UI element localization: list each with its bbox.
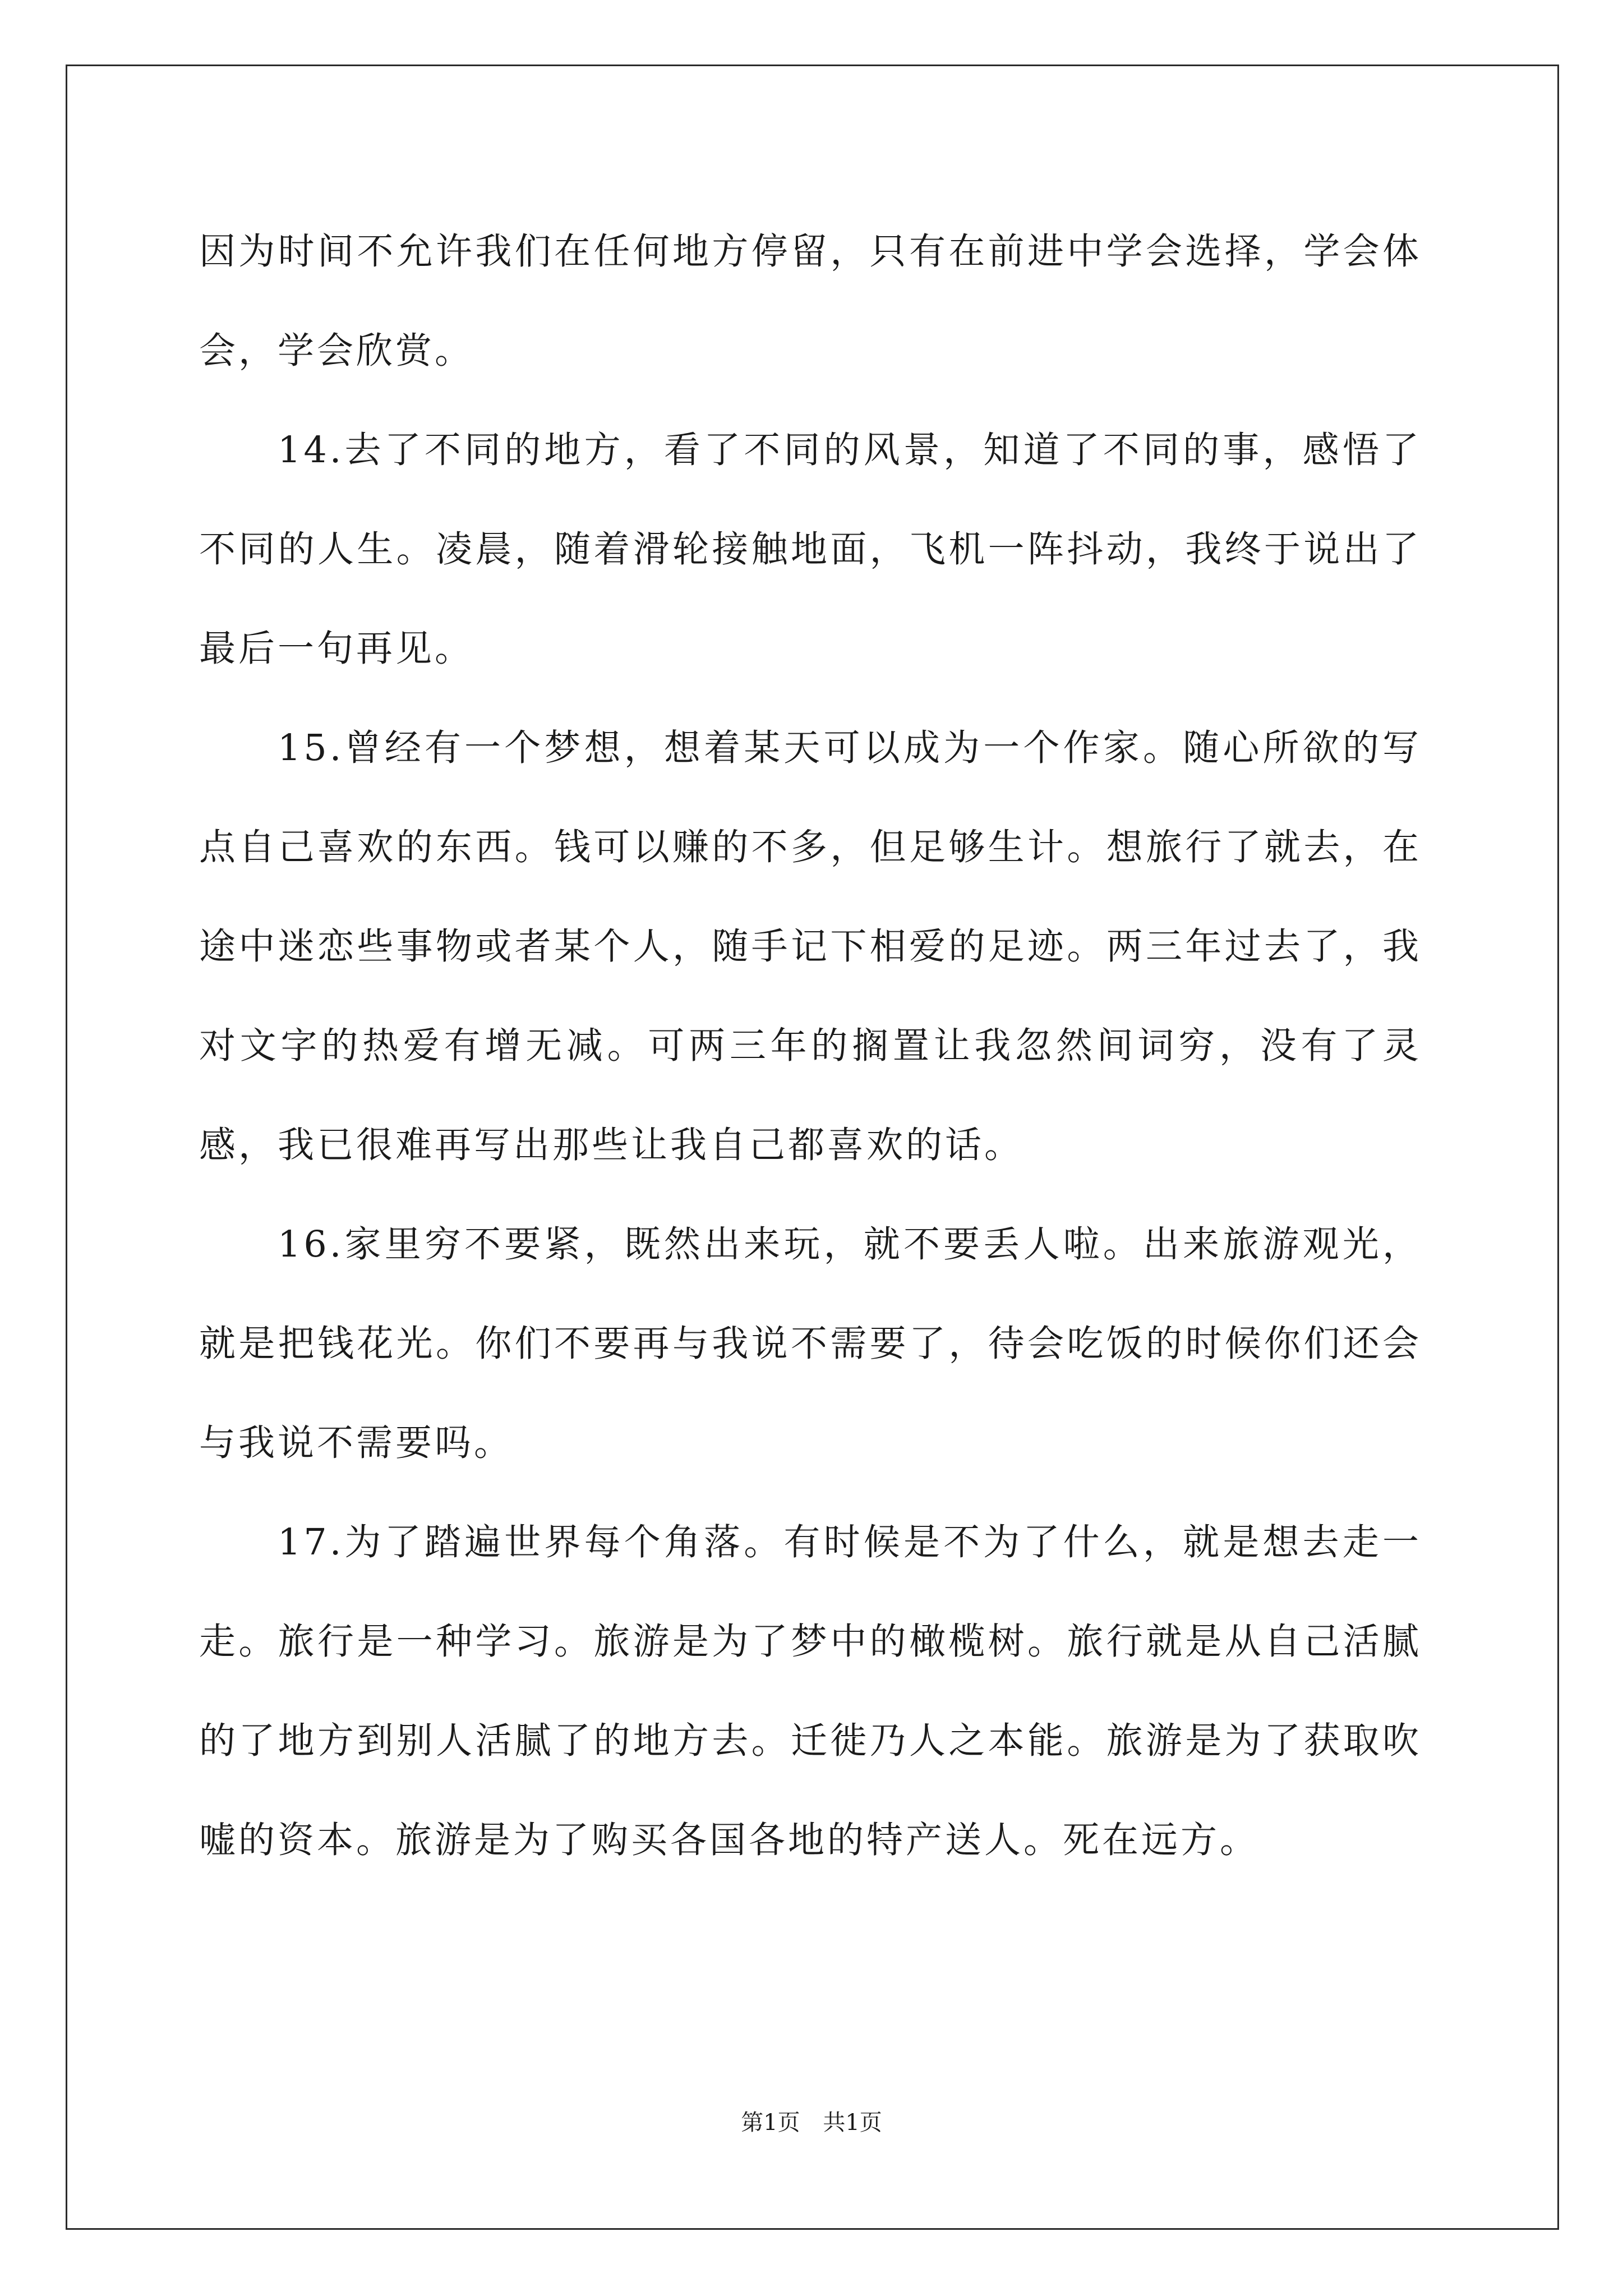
paragraph-16: 16.家里穷不要紧，既然出来玩，就不要丢人啦。出来旅游观光，就是把钱花光。你们不要再与我说不需要了，待会吃饭的时候你们还会与我说不需要吗。 — [199, 1223, 1422, 1464]
page-footer — [0, 2105, 1623, 2137]
paragraph-14: 14.去了不同的地方，看了不同的风景，知道了不同的事，感悟了不同的人生。凌晨，随着滑轮接触地面，飞机一阵抖动，我终于说出了最后一句再见。 — [199, 429, 1422, 670]
page-number-total: 共1页 — [823, 2110, 882, 2136]
document-body — [199, 202, 1422, 1890]
paragraph-intro: 因为时间不允许我们在任何地方停留，只有在前进中学会选择，学会体会，学会欣赏。 — [199, 231, 1422, 372]
paragraph-17: 17.为了踏遍世界每个角落。有时候是不为了什么，就是想去走一走。旅行是一种学习。旅游是为了梦中的橄榄树。旅行就是从自己活腻的了地方到别人活腻了的地方去。迁徙乃人之本能。旅游是为了获取吹嘘的资本。旅游是为了购买各国各地的特产送人。死在远方。 — [199, 1521, 1422, 1861]
paragraph-15: 15.曾经有一个梦想，想着某天可以成为一个作家。随心所欲的写点自己喜欢的东西。钱可以赚的不多，但足够生计。想旅行了就去，在途中迷恋些事物或者某个人，随手记下相爱的足迹。两三年过去了，我对文字的热爱有增无减。可两三年的搁置让我忽然间词穷，没有了灵感，我已很难再写出那些让我自己都喜欢的话。 — [199, 727, 1422, 1166]
page-number-current: 第1页 — [741, 2110, 800, 2136]
